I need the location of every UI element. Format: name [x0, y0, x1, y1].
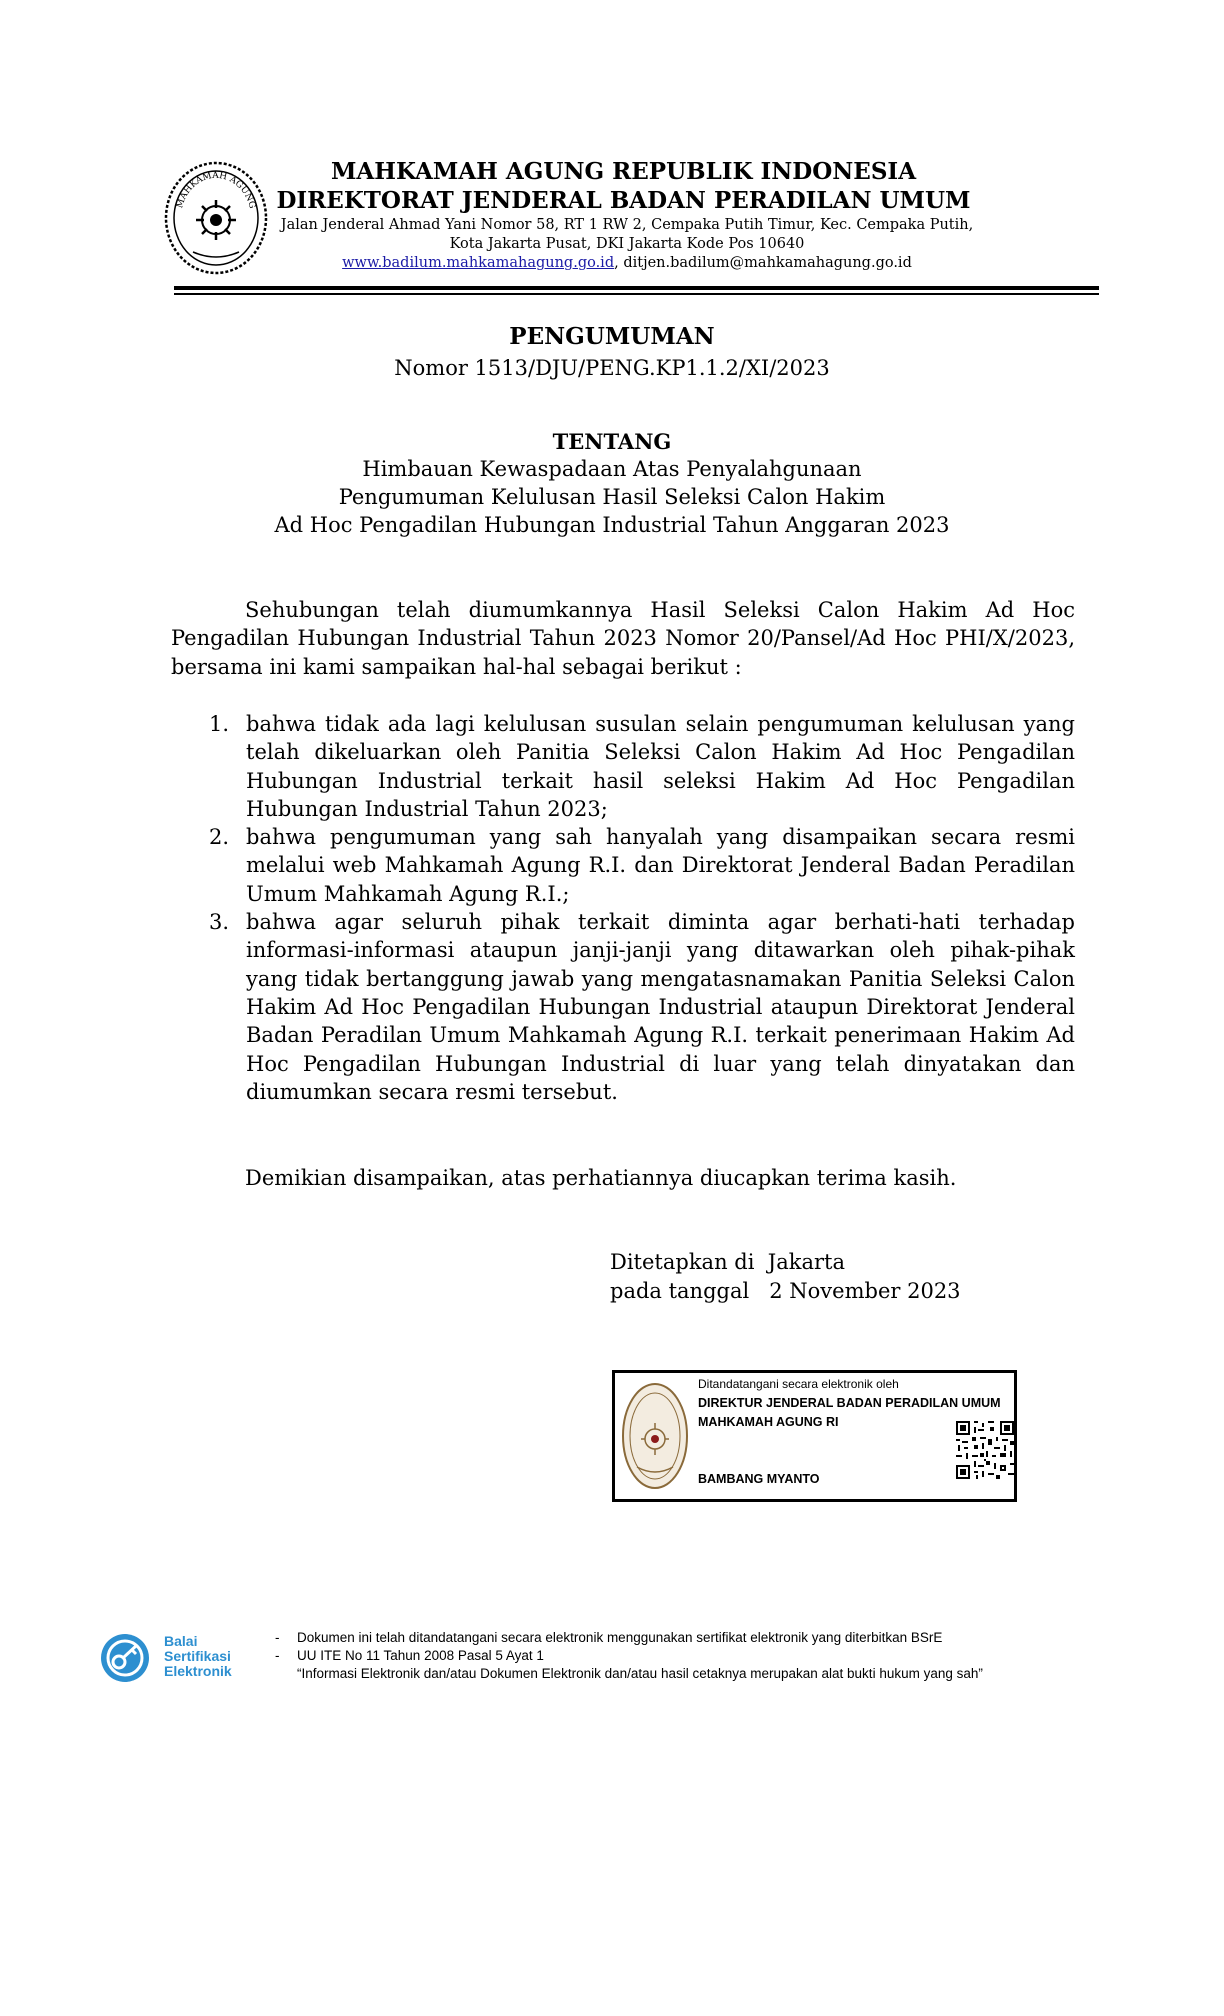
date-value: 2 November 2023 [769, 1279, 961, 1303]
item-text: bahwa agar seluruh pihak terkait diminta agar berhati-hati terhadap informasi-informasi ataupun janji-janji yang ditawarkan oleh pihak-pihak yang tidak bertanggung jawab yang mengatasnamakan Panitia Seleksi Calon Hakim Ad Hoc Pengadilan Hubungan Industrial ataupun Direktorat Jenderal Badan Peradilan Umum Mahkamah Agung R.I. terkait penerimaan Hakim Ad Hoc Pengadilan Hubungan Industrial di luar yang telah dinyatakan dan diumumkan secara resmi tersebut. [246, 910, 1075, 1104]
subject-line-3: Ad Hoc Pengadilan Hubungan Industrial Tahun Anggaran 2023 [274, 513, 950, 537]
contact-line [245, 255, 1009, 271]
list-item [209, 710, 1075, 823]
letterhead-rule-thick [174, 286, 1099, 290]
address-line-1: Jalan Jenderal Ahmad Yani Nomor 58, RT 1 RW 2, Cempaka Putih Timur, Kec. Cempaka Putih, [280, 217, 974, 233]
website-link[interactable]: www.badilum.mahkamahagung.go.id [342, 255, 615, 271]
signature-caption: Ditandatangani secara elektronik oleh [698, 1377, 899, 1391]
qr-code-icon [956, 1421, 1014, 1479]
directorate-name: DIREKTORAT JENDERAL BADAN PERADILAN UMUM [276, 187, 971, 214]
footer-note-3: “Informasi Elektronik dan/atau Dokumen Elektronik dan/atau hasil cetaknya merupakan alat bukti hukum yang sah” [297, 1666, 983, 1681]
announcement-points [209, 710, 1075, 1106]
institution-name: MAHKAMAH AGUNG REPUBLIK INDONESIA [330, 158, 917, 185]
signer-name: BAMBANG MYANTO [698, 1472, 820, 1486]
issued-date [610, 1279, 961, 1303]
footer-note-2: - UU ITE No 11 Tahun 2008 Pasal 5 Ayat 1 [275, 1648, 544, 1663]
place-label: Ditetapkan di [610, 1250, 755, 1274]
date-label: pada tanggal [610, 1279, 750, 1303]
mahkamah-agung-seal-icon [621, 1381, 689, 1491]
document-number: Nomor 1513/DJU/PENG.KP1.1.2/XI/2023 [394, 356, 830, 380]
item-number: 1. [209, 712, 230, 736]
electronic-signature-box [612, 1370, 1017, 1502]
document-title: PENGUMUMAN [509, 323, 715, 350]
bsre-logo-text: Balai Sertifikasi Elektronik [164, 1633, 232, 1679]
svg-text:MAHKAMAH AGUNG: MAHKAMAH AGUNG [175, 170, 257, 210]
subject-heading: TENTANG [552, 429, 672, 454]
item-number: 2. [209, 825, 230, 850]
item-text: bahwa pengumuman yang sah hanyalah yang disampaikan secara resmi melalui web Mahkamah Agung R.I. dan Direktorat Jenderal Badan Peradilan Umum Mahkamah Agung R.I.; [246, 825, 1075, 906]
place-value: Jakarta [767, 1250, 845, 1274]
closing-sentence: Demikian disampaikan, atas perhatiannya diucapkan terima kasih. [245, 1166, 957, 1190]
item-text: bahwa tidak ada lagi kelulusan susulan selain pengumuman kelulusan yang telah dikeluarkan oleh Panitia Seleksi Calon Hakim Ad Hoc Pengadilan Hubungan Industrial terkait hasil seleksi Hakim Ad Hoc Pengadilan Hubungan Industrial Tahun 2023; [246, 712, 1075, 821]
signer-position-1: DIREKTUR JENDERAL BADAN PERADILAN UMUM [698, 1396, 1001, 1410]
item-number: 3. [209, 910, 230, 935]
address-line-2: Kota Jakarta Pusat, DKI Jakarta Kode Pos 10640 [449, 236, 805, 252]
footer-note-1: - Dokumen ini telah ditandatangani secara elektronik menggunakan sertifikat elektronik yang diterbitkan BSrE [275, 1630, 943, 1645]
intro-paragraph: Sehubungan telah diumumkannya Hasil Seleksi Calon Hakim Ad Hoc Pengadilan Hubungan Industrial Tahun 2023 Nomor 20/Pansel/Ad Hoc PHI/X/2023, bersama ini kami sampaikan hal-hal sebagai berikut : [171, 598, 1075, 679]
issued-place [610, 1250, 845, 1274]
bsre-logo-icon [97, 1633, 157, 1683]
signer-position-2: MAHKAMAH AGUNG RI [698, 1415, 839, 1429]
email-text: , ditjen.badilum@mahkamahagung.go.id [614, 255, 912, 271]
subject-line-1: Himbauan Kewaspadaan Atas Penyalahgunaan [362, 457, 862, 481]
list-item [209, 908, 1075, 1106]
list-item [209, 823, 1075, 908]
subject-line-2: Pengumuman Kelulusan Hasil Seleksi Calon Hakim [338, 485, 886, 509]
letterhead-rule-thin [174, 293, 1099, 295]
